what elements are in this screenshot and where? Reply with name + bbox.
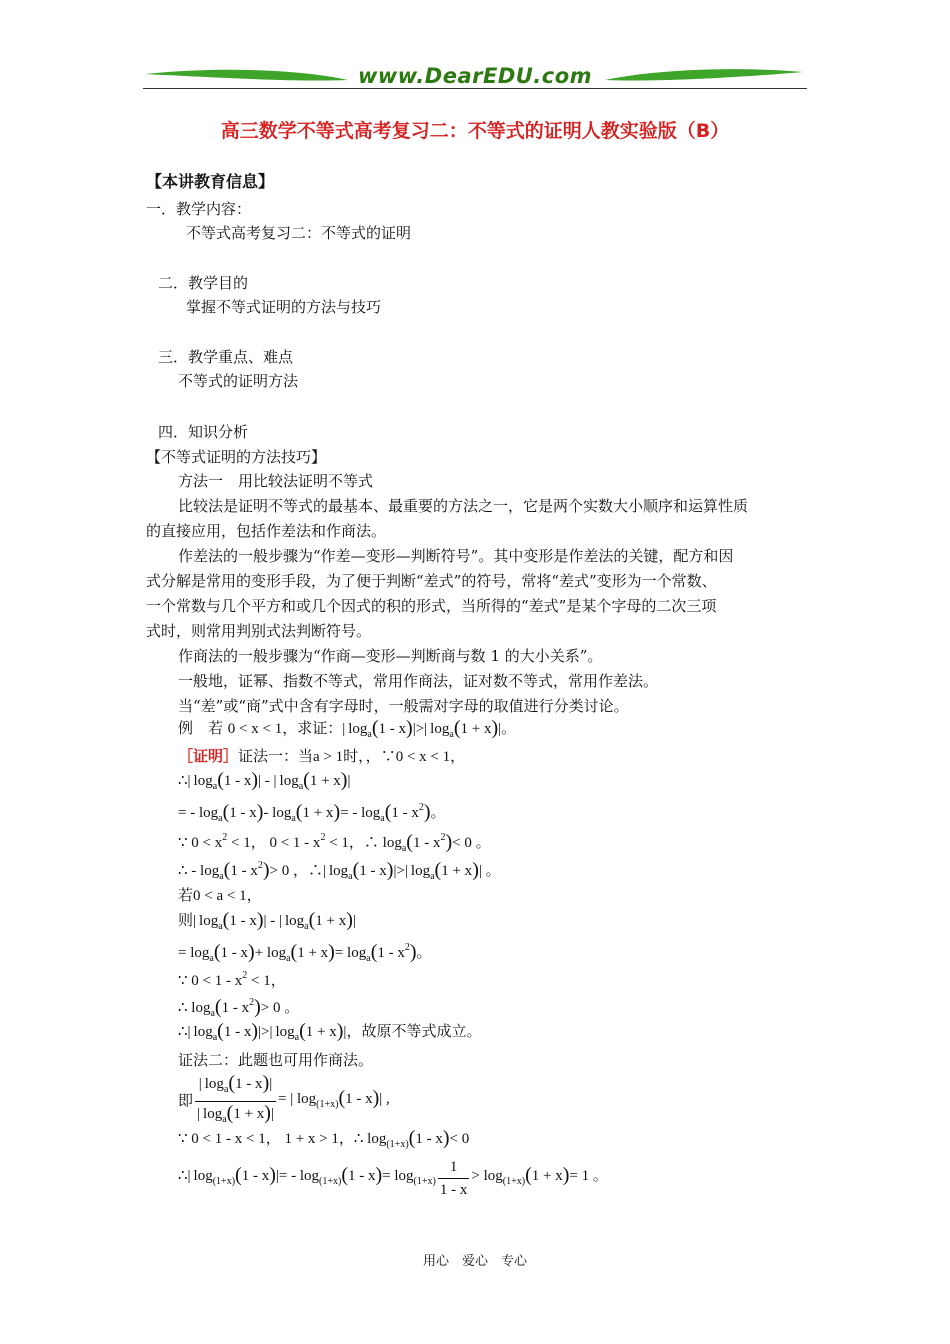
section-label: 【本讲教育信息】 [146, 172, 275, 191]
proof2-step1: 即 $\frac{| \log_a(1 - x)|}{| \log_a(1 + x)|}$ = | $\log_{(1+x)}(1 - x)|$ , [178, 1072, 390, 1131]
paragraph-4: 一般地，证幂、指数不等式，常用作商法，证对数不等式，常用作差法。 [178, 672, 659, 690]
proof1-after: 时， [343, 747, 366, 765]
paragraph-3: 作商法的一般步骤为“作商—变形—判断商与数 1 的大小关系”。 [178, 647, 603, 665]
page-title: 高三数学不等式高考复习二：不等式的证明人教实验版（B） [220, 120, 730, 142]
example-line [178, 718, 516, 745]
proof1-step7: ∵ $0 < 1 - x^2 < 1$， [178, 970, 286, 989]
paragraph-2a: 作差法的一般步骤为“作差—变形—判断符号”。其中变形是作差法的关键，配方和因 [178, 547, 734, 565]
therefore-symbol: ∴ [178, 773, 188, 789]
reciprocal-fraction: $\frac{1}{1 - x}$ [438, 1156, 470, 1201]
proof1-condition: a > 1 [313, 749, 344, 765]
proof2-step2: ∵ 0 < 1 - x < 1， 1 + x > 1，∴ $\log_{(1+x)}(1 - x)< 0$ [178, 1127, 470, 1150]
method1-heading: 方法一 用比较法证明不等式 [178, 472, 374, 490]
proof1-step3: ∵ $0 < x^2 < 1$， $0 < 1 - x^2 < 1$，∴ $\log_a(1 - x^2)< 0$ 。 [178, 831, 491, 854]
proof1-intro: 证法一：当 [238, 747, 314, 765]
header-divider [143, 88, 807, 89]
proof1-step2: = - $\log_a(1 - x)-$ $\log_a(1 + x)= - \log_a(1 - x^2)$。 [178, 801, 446, 824]
example-prove: ，求证： [282, 719, 343, 737]
proof2-step3: ∴| $\log_{(1+x)}(1 - x)|= - \log_{(1+x)}(1 - x)= \log_{(1+x)}$ $\frac{1}{1 - x}$ > $\log_{(1+x)}(1 + x)= 1$ 。 [178, 1156, 608, 1201]
proof1-line: ［证明］证法一：当a > 1时，，∵0 < x < 1， [178, 747, 466, 765]
s2-heading: 二．教学目的 [158, 274, 249, 292]
proof1-step4: ∴ - $\log_a(1 - x^2)> 0$ ，∴| $\log_a(1 - x)|>|$ $\log_a(1 + x)|$ 。 [178, 859, 501, 882]
paragraph-5: 当“差”或“商”式中含有字母时，一般需对字母的取值进行分类讨论。 [178, 697, 629, 715]
paragraph-1a: 比较法是证明不等式的最基本、最重要的方法之一，它是两个实数大小顺序和运算性质 [178, 497, 749, 515]
then-word: 则 [178, 913, 194, 929]
proof1-step5: 则| $\log_a(1 - x)|$ - | $\log_a(1 + x)|$ [178, 909, 356, 932]
s1-heading: 一．教学内容： [146, 200, 252, 218]
ji-word: 即 [178, 1093, 194, 1110]
proof1-x-range: 0 < x < 1 [395, 749, 451, 765]
s3-heading: 三．教学重点、难点 [158, 348, 294, 366]
proof-label: ［证明］ [178, 747, 239, 765]
paragraph-2b: 式分解是常用的变形手段，为了便于判断“差式”的符号，常将“差式”变形为一个常数、 [146, 572, 717, 590]
since-symbol: ∵ [380, 747, 396, 765]
quotient-fraction: $\frac{| \log_a(1 - x)|}{| \log_a(1 + x)|}$ [197, 1072, 274, 1125]
box-label: 【不等式证明的方法技巧】 [146, 448, 327, 466]
proof1-step9: ∴| $\log_a(1 - x)|>|$ $\log_a(1 + x)|$，故原不等式成立。 [178, 1020, 482, 1043]
page-footer: 用心 爱心 专心 [422, 1254, 527, 1269]
example-formula: | $\log_a(1 - x)|>|$ $\log_a(1 + x)|$ [342, 717, 502, 740]
s3-body: 不等式的证明方法 [178, 372, 299, 390]
paragraph-1b: 的直接应用，包括作差法和作商法。 [146, 522, 387, 540]
proof1-step1: ∴| $\log_a(1 - x)|$ - | $\log_a(1 + x)|$ [178, 769, 351, 792]
proof1-step8: ∴ $\log_a(1 - x^2)> 0$ 。 [178, 996, 300, 1019]
site-url[interactable]: www.DearEDU.com [357, 64, 593, 88]
if-word: 若 [178, 888, 194, 904]
paragraph-2d: 式时，则常用判别式法判断符号。 [146, 622, 372, 640]
s2-body: 掌握不等式证明的方法与技巧 [186, 298, 382, 316]
conclusion-text: ，故原不等式成立。 [346, 1024, 482, 1040]
example-condition: 0 < x < 1 [227, 721, 283, 737]
case-a-lt-1: 若0 < a < 1， [178, 888, 262, 904]
s1-body: 不等式高考复习二：不等式的证明 [186, 224, 412, 242]
proof2-intro: 证法二：此题也可用作商法。 [178, 1051, 374, 1069]
punct: 。 [501, 719, 517, 737]
proof1-step6: = $\log_a(1 - x)+ \log_a(1 + x)= \log_a(1 - x^2)$。 [178, 941, 432, 964]
paragraph-2c: 一个常数与几个平方和或几个因式的积的形式，当所得的“差式”是某个字母的二次三项 [146, 597, 717, 615]
example-label: 例 若 [178, 719, 224, 737]
s4-heading: 四．知识分析 [158, 423, 249, 441]
